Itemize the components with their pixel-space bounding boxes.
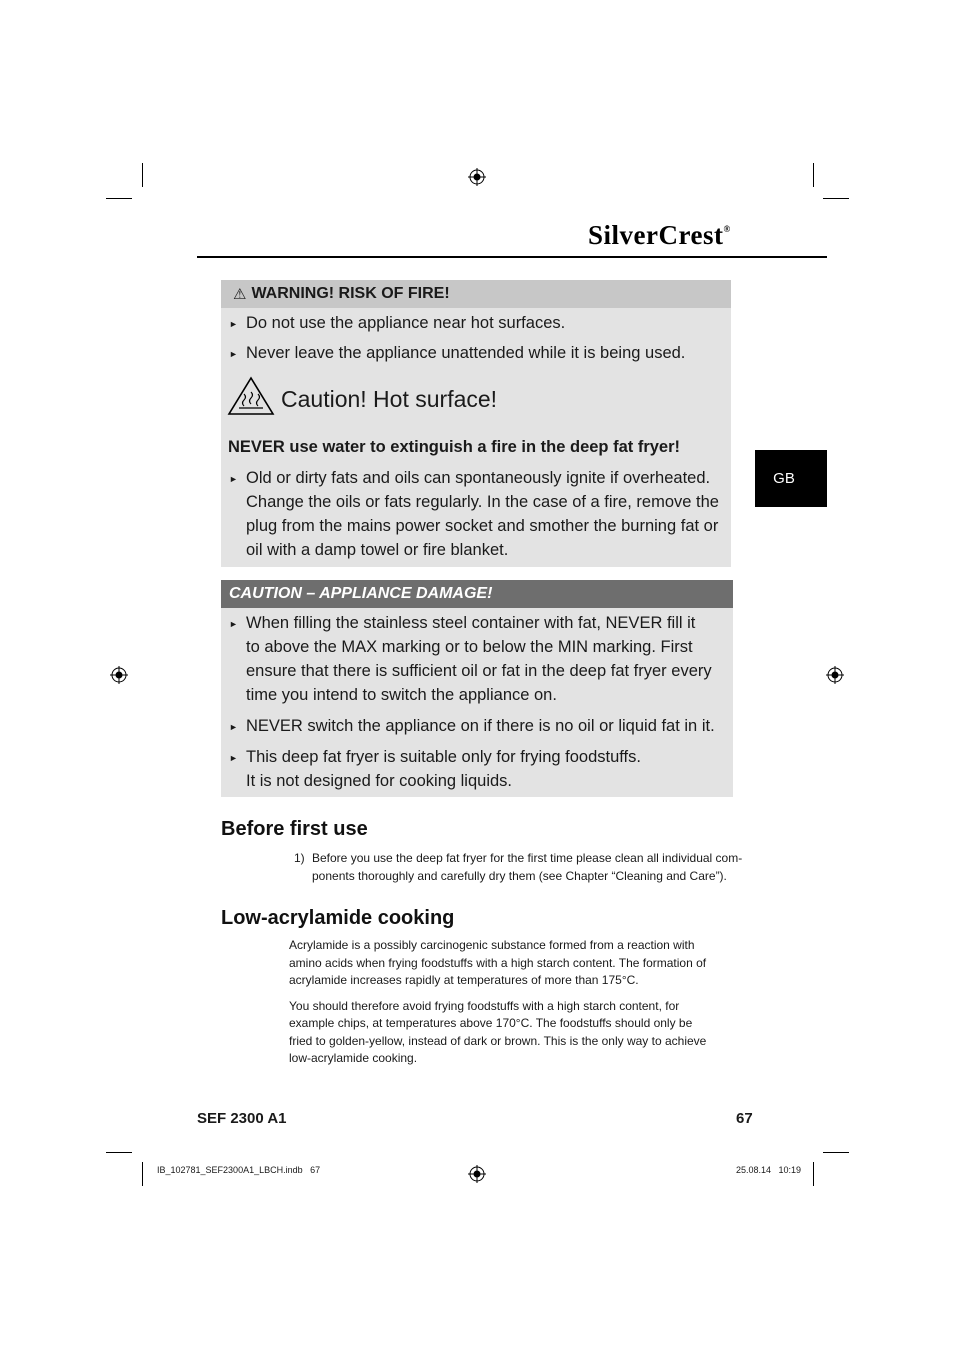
hot-surface-icon xyxy=(227,376,275,416)
language-tab: GB xyxy=(755,450,827,507)
list-item: ► Old or dirty fats and oils can spontaneously ignite if overheated. Change the oils or fats regularly. In the case of a fire, remove the plug from the mains power socket and smother the burning fat or oil with a damp towel or fire blanket. xyxy=(229,466,719,562)
arrow-bullet-icon: ► xyxy=(229,474,238,484)
acrylamide-body xyxy=(289,937,706,1076)
crop-mark xyxy=(823,198,849,199)
arrow-bullet-icon: ► xyxy=(229,349,238,359)
page-number: 67 xyxy=(736,1110,753,1127)
crop-mark xyxy=(142,1162,143,1186)
caution-damage-panel xyxy=(221,580,733,797)
crop-mark xyxy=(813,163,814,187)
hot-surface-caption: Caution! Hot surface! xyxy=(281,386,498,412)
arrow-bullet-icon: ► xyxy=(229,753,238,763)
registration-mark-icon xyxy=(468,1165,486,1183)
crop-mark xyxy=(142,163,143,187)
arrow-bullet-icon: ► xyxy=(229,619,238,629)
warning-triangle-icon: ⚠ xyxy=(233,286,247,303)
list-item: ► Never leave the appliance unattended while it is being used. xyxy=(229,341,685,366)
warning-fire-heading: ⚠ WARNING! RISK OF FIRE! xyxy=(221,280,731,308)
section-title-before-first-use: Before first use xyxy=(221,818,368,840)
never-water-warning: NEVER use water to extinguish a fire in the deep fat fryer! xyxy=(228,438,681,456)
registration-mark-icon xyxy=(110,666,128,684)
section-title-low-acrylamide: Low-acrylamide cooking xyxy=(221,907,455,929)
footer-model: SEF 2300 A1 xyxy=(197,1110,287,1127)
crop-mark xyxy=(106,198,132,199)
brand-logo: SilverCrest® xyxy=(588,220,731,250)
crop-mark xyxy=(106,1152,132,1153)
list-item: ► Do not use the appliance near hot surfaces. xyxy=(229,311,565,336)
crop-mark xyxy=(813,1162,814,1186)
paragraph: You should therefore avoid frying foodstuffs with a high starch content, for example chips, at temperatures above 170°C. The foodstuffs should only be fried to golden-yellow, instead of dark or brown. This is the only way to achieve low-acrylamide cooking. xyxy=(289,998,707,1065)
numbered-step: 1) Before you use the deep fat fryer for the first time please clean all individual com- ponents thoroughly and carefully dry them (see Chapter “Cleaning and Care”). xyxy=(294,851,743,883)
crop-mark xyxy=(823,1152,849,1153)
print-slug-file: IB_102781_SEF2300A1_LBCH.indb 67 xyxy=(157,1165,321,1175)
list-item: ► When filling the stainless steel container with fat, NEVER fill it to above the MAX marking or to below the MIN marking. First ensure that there is sufficient oil or fat in the deep fat fryer every time you intend to switch the appliance on. xyxy=(229,611,712,707)
registration-mark-icon xyxy=(468,168,486,186)
warning-fire-panel xyxy=(221,280,731,567)
print-slug-date: 25.08.14 10:19 xyxy=(736,1165,802,1175)
header-rule xyxy=(197,256,827,258)
paragraph: Acrylamide is a possibly carcinogenic substance formed from a reaction with amino acids when frying foodstuffs with a high starch content. The formation of acrylamide increases rapidly at temperatures of more than 175°C. xyxy=(289,938,707,987)
arrow-bullet-icon: ► xyxy=(229,319,238,329)
registration-mark-icon xyxy=(826,666,844,684)
list-item: ► This deep fat fryer is suitable only for frying foodstuffs. It is not designed for cooking liquids. xyxy=(229,745,641,793)
arrow-bullet-icon: ► xyxy=(229,722,238,732)
caution-damage-heading: CAUTION – APPLIANCE DAMAGE! xyxy=(221,580,733,608)
list-item: ► NEVER switch the appliance on if there is no oil or liquid fat in it. xyxy=(229,714,715,739)
